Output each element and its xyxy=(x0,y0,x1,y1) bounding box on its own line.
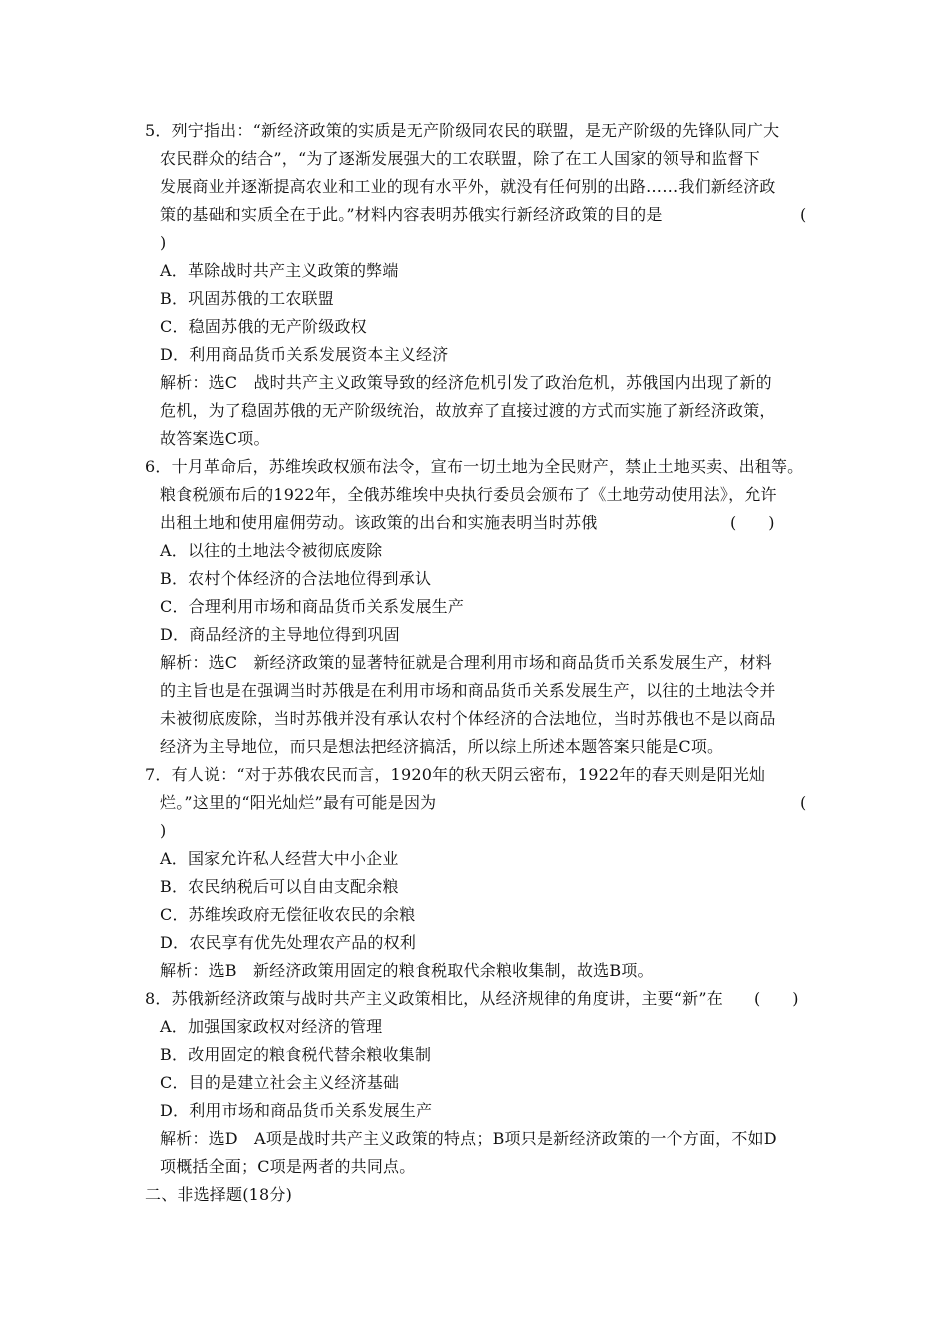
question-6-option-b: B．农村个体经济的合法地位得到承认 xyxy=(160,569,432,588)
question-7-answer-paren-open: ( xyxy=(800,793,807,812)
question-8-option-a: A．加强国家政权对经济的管理 xyxy=(160,1017,383,1036)
question-6-option-d: D．商品经济的主导地位得到巩固 xyxy=(160,625,400,644)
question-6-analysis-line-2: 的主旨也是在强调当时苏俄是在利用市场和商品货币关系发展生产，以往的土地法令并 xyxy=(160,681,776,700)
question-7-option-c: C．苏维埃政府无偿征收农民的余粮 xyxy=(160,905,416,924)
question-6-stem-line-3: 出租土地和使用雇佣劳动。该政策的出台和实施表明当时苏俄 xyxy=(160,513,598,532)
question-6-answer-paren: ( ) xyxy=(730,513,775,532)
question-5-option-c: C．稳固苏俄的无产阶级政权 xyxy=(160,317,367,336)
question-7-option-a: A．国家允许私人经营大中小企业 xyxy=(160,849,399,868)
question-5-option-b: B．巩固苏俄的工农联盟 xyxy=(160,289,334,308)
question-8-option-b: B．改用固定的粮食税代替余粮收集制 xyxy=(160,1045,432,1064)
question-8-answer-paren: ( ) xyxy=(754,989,799,1008)
question-5-option-a: A．革除战时共产主义政策的弊端 xyxy=(160,261,399,280)
question-8-option-c: C．目的是建立社会主义经济基础 xyxy=(160,1073,400,1092)
question-7-stem-line-2: 烂。”这里的“阳光灿烂”最有可能是因为 xyxy=(160,793,437,812)
question-5-analysis-line-1: 解析：选C 战时共产主义政策导致的经济危机引发了政治危机，苏俄国内出现了新的 xyxy=(160,373,772,392)
question-6-stem-line-1: 6．十月革命后，苏维埃政权颁布法令，宣布一切土地为全民财产，禁止土地买卖、出租等。 xyxy=(145,457,804,476)
question-6-option-c: C．合理利用市场和商品货币关系发展生产 xyxy=(160,597,465,616)
question-5-option-d: D．利用商品货币关系发展资本主义经济 xyxy=(160,345,449,364)
question-7-stem-line-1: 7．有人说：“对于苏俄农民而言，1920年的秋天阴云密布，1922年的春天则是阳光灿 xyxy=(145,765,766,784)
question-8-option-d: D．利用市场和商品货币关系发展生产 xyxy=(160,1101,433,1120)
question-8-stem-line-1: 8．苏俄新经济政策与战时共产主义政策相比，从经济规律的角度讲，主要“新”在 xyxy=(145,989,723,1008)
question-6-analysis-line-1: 解析：选C 新经济政策的显著特征就是合理利用市场和商品货币关系发展生产，材料 xyxy=(160,653,772,672)
section-heading: 二、非选择题(18分) xyxy=(145,1185,293,1204)
question-5-stem-line-2: 农民群众的结合”，“为了逐渐发展强大的工农联盟，除了在工人国家的领导和监督下 xyxy=(160,149,760,168)
question-5-answer-paren-close: ) xyxy=(160,233,167,252)
question-5-stem-line-3: 发展商业并逐渐提高农业和工业的现有水平外，就没有任何别的出路……我们新经济政 xyxy=(160,177,776,196)
question-5-analysis-line-3: 故答案选C项。 xyxy=(160,429,270,448)
question-8-analysis-line-2: 项概括全面；C项是两者的共同点。 xyxy=(160,1157,416,1176)
question-6-option-a: A．以往的土地法令被彻底废除 xyxy=(160,541,383,560)
question-7-answer-paren-close: ) xyxy=(160,821,167,840)
question-6-stem-line-2: 粮食税颁布后的1922年，全俄苏维埃中央执行委员会颁布了《土地劳动使用法》，允许 xyxy=(160,485,777,504)
question-7-option-b: B．农民纳税后可以自由支配余粮 xyxy=(160,877,399,896)
question-6-analysis-line-3: 未被彻底废除，当时苏俄并没有承认农村个体经济的合法地位，当时苏俄也不是以商品 xyxy=(160,709,776,728)
question-5-analysis-line-2: 危机，为了稳固苏俄的无产阶级统治，故放弃了直接过渡的方式而实施了新经济政策， xyxy=(160,401,776,420)
question-8-analysis-line-1: 解析：选D A项是战时共产主义政策的特点；B项只是新经济政策的一个方面，不如D xyxy=(160,1129,777,1148)
question-5-stem-line-1: 5．列宁指出：“新经济政策的实质是无产阶级同农民的联盟，是无产阶级的先锋队同广大 xyxy=(145,121,780,140)
question-6-analysis-line-4: 经济为主导地位，而只是想法把经济搞活，所以综上所述本题答案只能是C项。 xyxy=(160,737,724,756)
question-7-analysis-line-1: 解析：选B 新经济政策用固定的粮食税取代余粮收集制，故选B项。 xyxy=(160,961,654,980)
question-7-option-d: D．农民享有优先处理农产品的权利 xyxy=(160,933,417,952)
question-5-stem-line-4: 策的基础和实质全在于此。”材料内容表明苏俄实行新经济政策的目的是 xyxy=(160,205,663,224)
question-5-answer-paren-open: ( xyxy=(800,205,807,224)
